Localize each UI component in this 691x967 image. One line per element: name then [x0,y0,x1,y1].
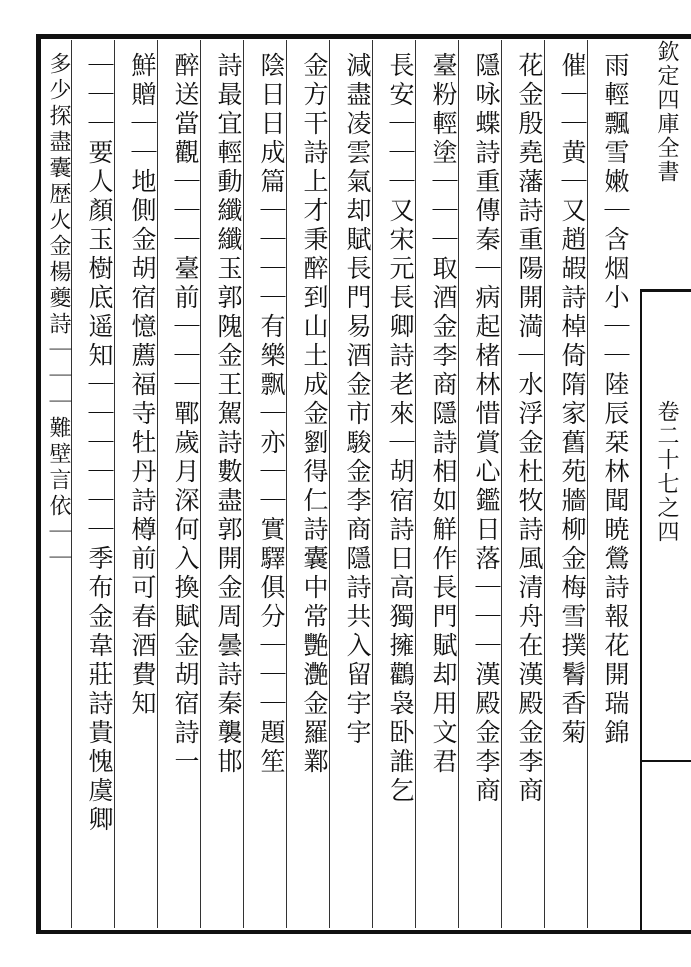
text-column-2: 催｜｜黄｜又趙嘏詩棹倚隋家舊苑牆柳金梅雪撲鬌香菊 [558,52,587,748]
text-column-12: 鮮贈｜｜地側金胡宿憶薦福寺牡丹詩樽前可春酒費知 [128,52,157,719]
text-column-4: 隱咏蝶詩重傳秦｜病起楮林惜賞心鑑日落｜｜｜漢殿金李商 [472,52,501,806]
text-column-10: 詩最宜輕動纖纖玉郭隗金王駕詩數盡郭開金周曇詩秦襲邯 [214,52,243,777]
text-column-3: 花金殷堯藩詩重陽開満｜水浮金杜牧詩風清舟在漢殿金李商 [515,52,544,806]
margin-divider-lower [640,760,691,762]
text-column-9: 陰日日成篇｜｜｜｜有樂飘｜亦｜｜實驛俱分｜｜｜題笙 [257,52,286,777]
frame-bottom-rule [36,930,691,934]
text-column-1: 雨輕飄雪嫩｜含烟小｜｜陸辰栞林聞暁鶯詩報花開瑞錦 [601,52,630,748]
text-column-8: 金方干詩上才秉醉到山土成金劉得仁詩囊中常艷灔金羅鄴 [300,52,329,777]
text-column-7: 減盡凌雲氣却賦長門易酒金市駿金李商隱詩共入留宇宇 [343,52,372,748]
margin-divider [640,289,691,292]
text-column-11: 醉送當觀｜｜｜臺前｜｜｜鄲歲月深何入換賦金胡宿詩一 [171,52,200,777]
chapter-label: 卷二十七之四 [654,400,679,544]
text-column-13: ｜｜｜要人顏玉樹底遥知｜｜｜｜｜｜季布金韋莊詩貴愧虞卿 [85,52,114,835]
frame-top-rule [36,34,691,39]
book-title: 欽定四庫全書 [654,40,679,184]
frame-left-rule [36,34,41,934]
text-column-5: 臺粉輕塗｜｜｜取酒金李商隱詩相如觧作長門賦却用文君 [429,52,458,777]
text-column-14: 多少探盡囊歴火金楊夔詩｜｜｜難壁言依｜｜ [46,52,71,572]
text-column-6: 長安｜｜｜又宋元長卿詩老來｜胡宿詩日高獨擁鸛袅卧誰乞 [386,52,415,806]
